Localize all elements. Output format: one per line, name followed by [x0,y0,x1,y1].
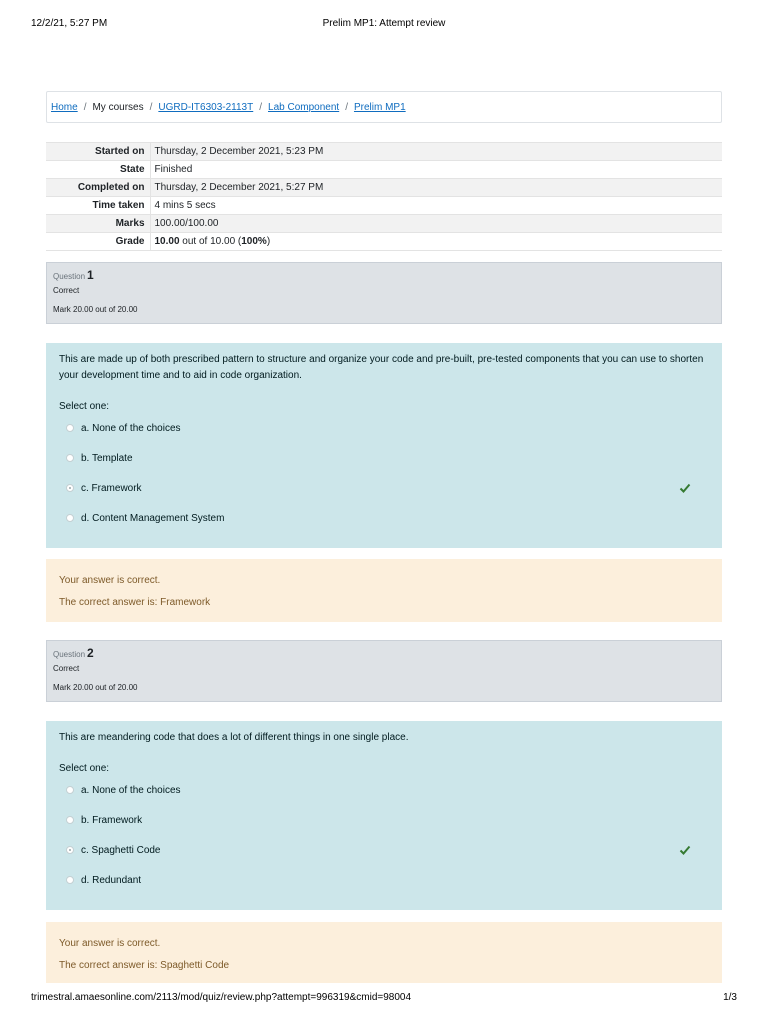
summary-value: Thursday, 2 December 2021, 5:27 PM [150,179,722,197]
answer-option[interactable] [59,805,709,835]
print-header [0,18,768,32]
grade-score: 10.00 [154,236,180,247]
breadcrumb-separator: / [149,101,153,113]
summary-value: 4 mins 5 secs [150,197,722,215]
print-date: 12/2/21, 5:27 PM [31,18,108,29]
question-text: This are meandering code that does a lot of different things in one single place. [59,732,409,743]
question-number [53,646,715,662]
answer-label: a. None of the choices [81,784,181,796]
radio-button[interactable] [66,876,74,884]
attempt-summary-table [46,142,722,251]
question-label: Question [53,272,86,281]
question-text: This are made up of both prescribed pattern to structure and organize your code and pre-built, pre-tested components that you can use to shorten your development time and to aid in code organization. [59,354,704,381]
answer-option[interactable] [59,443,709,473]
breadcrumb-section[interactable]: Lab Component [268,101,340,113]
summary-row-grade [46,233,722,251]
summary-row-state [46,161,722,179]
answer-label: c. Spaghetti Code [81,844,161,856]
question-state: Correct [53,664,80,673]
select-one-prompt: Select one: [59,763,110,774]
question-grade: Mark 20.00 out of 20.00 [53,305,138,314]
summary-value: Thursday, 2 December 2021, 5:23 PM [150,143,722,161]
feedback-text: Your answer is correct. [59,574,161,586]
radio-button-selected[interactable] [66,846,74,854]
print-url: trimestral.amaesonline.com/2113/mod/quiz/review.php?attempt=996319&cmid=98004 [31,992,412,1003]
question-number-value: 1 [87,268,94,282]
answer-label: a. None of the choices [81,422,181,434]
summary-row-completed [46,179,722,197]
answer-option[interactable] [59,865,709,895]
correct-answer-text: The correct answer is: Framework [59,596,211,608]
breadcrumb-separator: / [345,101,348,113]
question-feedback [46,559,722,622]
answer-option[interactable] [59,835,709,865]
summary-label: Time taken [46,197,150,215]
question-info [46,640,722,702]
radio-button[interactable] [66,816,74,824]
summary-value: Finished [150,161,722,179]
summary-label: Grade [46,233,150,251]
summary-row-started [46,143,722,161]
select-one-prompt: Select one: [59,401,110,412]
summary-label: Completed on [46,179,150,197]
grade-out-of: out of 10.00 ( [179,236,242,247]
question-feedback [46,922,722,983]
grade-percent: 100% [241,236,267,247]
answer-label: d. Redundant [81,874,142,886]
print-title: Prelim MP1: Attempt review [322,18,446,29]
breadcrumb-quiz[interactable]: Prelim MP1 [353,101,406,113]
breadcrumb-separator: / [259,101,263,113]
question-number [53,268,715,284]
print-footer [0,992,768,1006]
radio-button[interactable] [66,514,74,522]
answer-option[interactable] [59,775,709,805]
question-formulation [46,721,722,910]
answer-label: b. Framework [81,814,143,826]
radio-button-selected[interactable] [66,484,74,492]
answer-option[interactable] [59,413,709,443]
question-formulation [46,343,722,548]
answer-option[interactable] [59,473,709,503]
summary-value [150,233,722,251]
breadcrumb-course[interactable]: UGRD-IT6303-2113T [158,101,254,113]
question-grade: Mark 20.00 out of 20.00 [53,683,138,692]
summary-row-time-taken [46,197,722,215]
grade-close: ) [266,236,271,247]
breadcrumb-separator: / [83,101,87,113]
summary-label: State [46,161,150,179]
question-label: Question [53,650,86,659]
answer-option[interactable] [59,503,709,533]
question-state: Correct [53,286,80,295]
answer-label: c. Framework [81,482,142,494]
breadcrumb-home[interactable]: Home [51,101,78,113]
summary-row-marks [46,215,722,233]
correct-answer-text: The correct answer is: Spaghetti Code [59,959,230,971]
radio-button[interactable] [66,786,74,794]
summary-label: Started on [46,143,150,161]
question-info [46,262,722,324]
radio-button[interactable] [66,454,74,462]
feedback-text: Your answer is correct. [59,937,161,949]
answer-label: d. Content Management System [81,512,225,524]
summary-label: Marks [46,215,150,233]
answer-label: b. Template [81,452,133,464]
check-icon [679,482,691,494]
question-number-value: 2 [87,646,94,660]
breadcrumb [46,91,722,123]
radio-button[interactable] [66,424,74,432]
print-page-number: 1/3 [723,992,737,1003]
summary-value: 100.00/100.00 [150,215,722,233]
breadcrumb-my-courses: My courses [92,101,144,113]
check-icon [679,844,691,856]
